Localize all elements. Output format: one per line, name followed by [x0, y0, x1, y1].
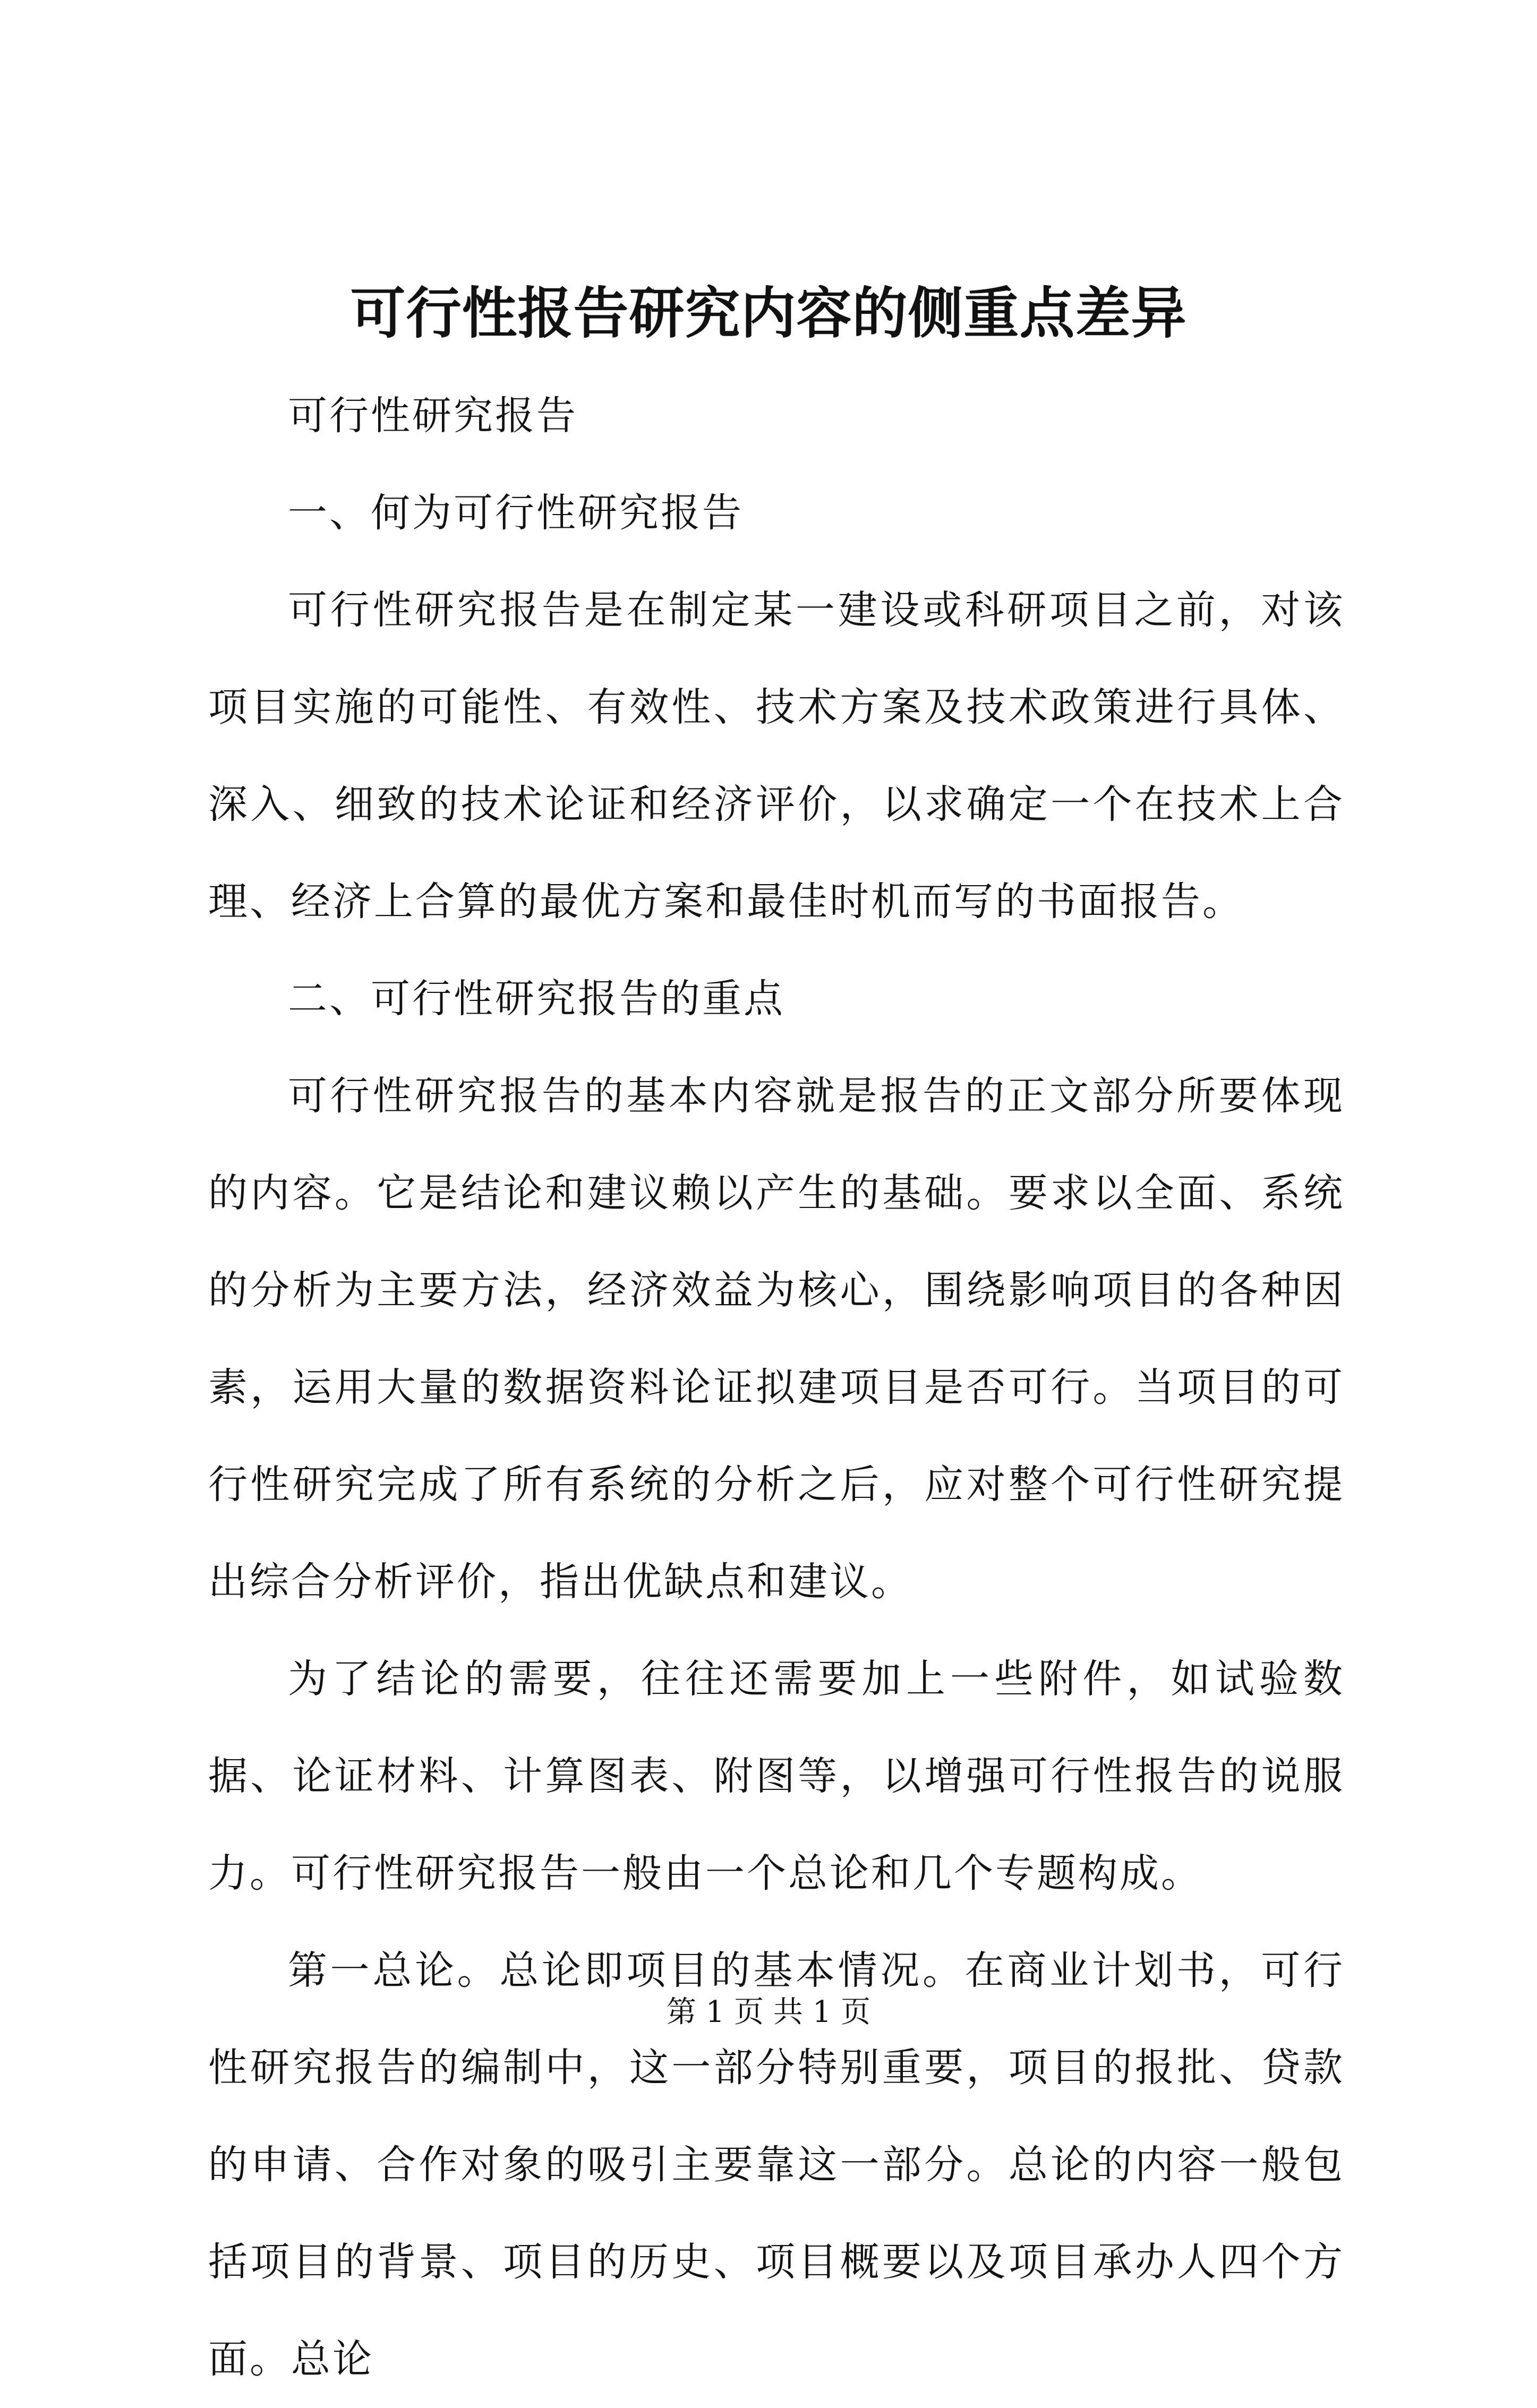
- document-body: [208, 367, 1345, 2408]
- paragraph-basic-content: 可行性研究报告的基本内容就是报告的正文部分所要体现的内容。它是结论和建议赖以产生的基础。要求以全面、系统的分析为主要方法，经济效益为核心，围绕影响项目的各种因素，运用大量的数据资料论证拟建项目是否可行。当项目的可行性研究完成了所有系统的分析之后，应对整个可行性研究提出综合分析评价，指出优缺点和建议。: [208, 1073, 1345, 1605]
- document-title: 可行性报告研究内容的侧重点差异: [350, 280, 1187, 346]
- paragraph-heading-main: 可行性研究报告: [288, 393, 578, 439]
- paragraph-attachments: 为了结论的需要，往往还需要加上一些附件，如试验数据、论证材料、计算图表、附图等，以增强可行性报告的说服力。可行性研究报告一般由一个总论和几个专题构成。: [208, 1656, 1345, 1896]
- paragraph-definition: 可行性研究报告是在制定某一建设或科研项目之前，对该项目实施的可能性、有效性、技术方案及技术政策进行具体、深入、细致的技术论证和经济评价，以求确定一个在技术上合理、经济上合算的最优方案和最佳时机而写的书面报告。: [208, 587, 1345, 924]
- page-footer: 第 1 页 共 1 页: [666, 1995, 871, 2029]
- paragraph-section-2-heading: 二、可行性研究报告的重点: [288, 976, 785, 1022]
- paragraph-section-1-heading: 一、何为可行性研究报告: [288, 490, 744, 536]
- paragraph-general-overview: 第一总论。总论即项目的基本情况。在商业计划书，可行性研究报告的编制中，这一部分特别重要，项目的报批、贷款的申请、合作对象的吸引主要靠这一部分。总论的内容一般包括项目的背景、项目的历史、项目概要以及项目承办人四个方面。总论: [208, 1948, 1345, 2382]
